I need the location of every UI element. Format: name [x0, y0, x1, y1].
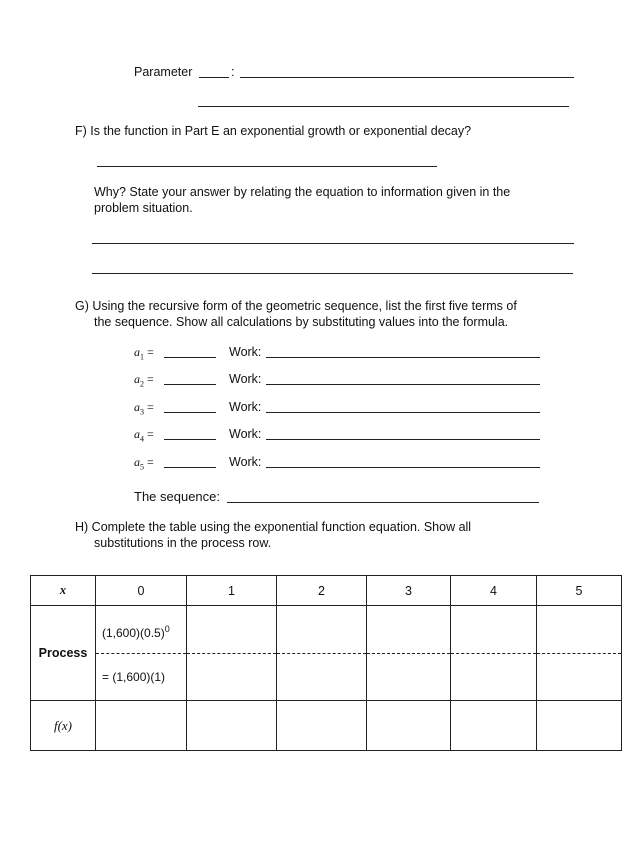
process-divider — [187, 653, 276, 654]
sequence-answer-line[interactable] — [227, 502, 539, 503]
col-header-1: 1 — [187, 576, 277, 606]
x-header: x — [31, 576, 96, 606]
fx-row — [31, 701, 622, 751]
col-header-3: 3 — [367, 576, 451, 606]
process-row — [31, 606, 622, 701]
work-label: Work: — [229, 427, 262, 441]
work-line[interactable] — [266, 439, 540, 440]
process-cell-3[interactable] — [367, 606, 451, 701]
term-blank[interactable] — [164, 357, 216, 358]
process-cell-4[interactable] — [451, 606, 537, 701]
fx-cell-5[interactable] — [537, 701, 622, 751]
process-divider — [277, 653, 366, 654]
process-divider — [96, 653, 186, 654]
process-cell-1[interactable] — [187, 606, 277, 701]
part-h-line2: substitutions in the process row. — [94, 536, 272, 550]
work-label: Work: — [229, 345, 262, 359]
term-blank[interactable] — [164, 384, 216, 385]
part-f-why-line-1[interactable] — [92, 243, 574, 244]
parameter-blank-line[interactable] — [199, 77, 229, 78]
process-cell-0[interactable] — [96, 606, 187, 701]
fx-cell-3[interactable] — [367, 701, 451, 751]
part-g-line1: G) Using the recursive form of the geometric sequence, list the first five terms of — [75, 299, 517, 313]
function-table — [30, 575, 622, 751]
part-f-why-line2: problem situation. — [94, 201, 193, 215]
term-row-a5 — [134, 455, 554, 471]
term-blank[interactable] — [164, 467, 216, 468]
part-f-answer-line[interactable] — [97, 166, 437, 167]
term-label: $a_2$ = — [134, 372, 154, 389]
term-label: $a_5$ = — [134, 455, 154, 472]
parameter-colon: : — [231, 65, 235, 79]
term-label: $a_1$ = — [134, 345, 154, 362]
fx-cell-2[interactable] — [277, 701, 367, 751]
process-cell-2[interactable] — [277, 606, 367, 701]
work-line[interactable] — [266, 412, 540, 413]
parameter-answer-line-2[interactable] — [198, 106, 569, 107]
part-h-line1: H) Complete the table using the exponential function equation. Show all — [75, 520, 472, 534]
process-divider — [367, 653, 450, 654]
term-blank[interactable] — [164, 412, 216, 413]
process-divider — [537, 653, 621, 654]
term-row-a3 — [134, 400, 554, 416]
term-label: $a_4$ = — [134, 427, 154, 444]
part-f-why-line1: Why? State your answer by relating the equation to information given in the — [94, 185, 511, 199]
work-line[interactable] — [266, 384, 540, 385]
work-label: Work: — [229, 372, 262, 386]
process-example-bottom: = (1,600)(1) — [102, 670, 166, 684]
part-f-why-line-2[interactable] — [92, 273, 573, 274]
col-header-0: 0 — [96, 576, 187, 606]
work-line[interactable] — [266, 467, 540, 468]
part-g-line2: the sequence. Show all calculations by substituting values into the formula. — [94, 315, 509, 329]
fx-cell-0[interactable] — [96, 701, 187, 751]
term-blank[interactable] — [164, 439, 216, 440]
work-label: Work: — [229, 400, 262, 414]
parameter-label: Parameter — [134, 65, 193, 79]
fx-label: f(x) — [31, 701, 96, 751]
col-header-5: 5 — [537, 576, 622, 606]
work-label: Work: — [229, 455, 262, 469]
sequence-label: The sequence: — [134, 489, 221, 504]
fx-cell-4[interactable] — [451, 701, 537, 751]
parameter-answer-line[interactable] — [240, 77, 574, 78]
term-row-a4 — [134, 427, 554, 443]
term-label: $a_3$ = — [134, 400, 154, 417]
term-row-a2 — [134, 372, 554, 388]
process-example-top: $(1,600)(0.5)^0$ — [102, 624, 170, 640]
process-label: Process — [31, 606, 96, 701]
process-cell-5[interactable] — [537, 606, 622, 701]
process-divider — [451, 653, 536, 654]
fx-cell-1[interactable] — [187, 701, 277, 751]
work-line[interactable] — [266, 357, 540, 358]
term-row-a1 — [134, 345, 554, 361]
col-header-2: 2 — [277, 576, 367, 606]
part-f-question: F) Is the function in Part E an exponential growth or exponential decay? — [75, 124, 472, 138]
table-header-row — [31, 576, 622, 606]
col-header-4: 4 — [451, 576, 537, 606]
